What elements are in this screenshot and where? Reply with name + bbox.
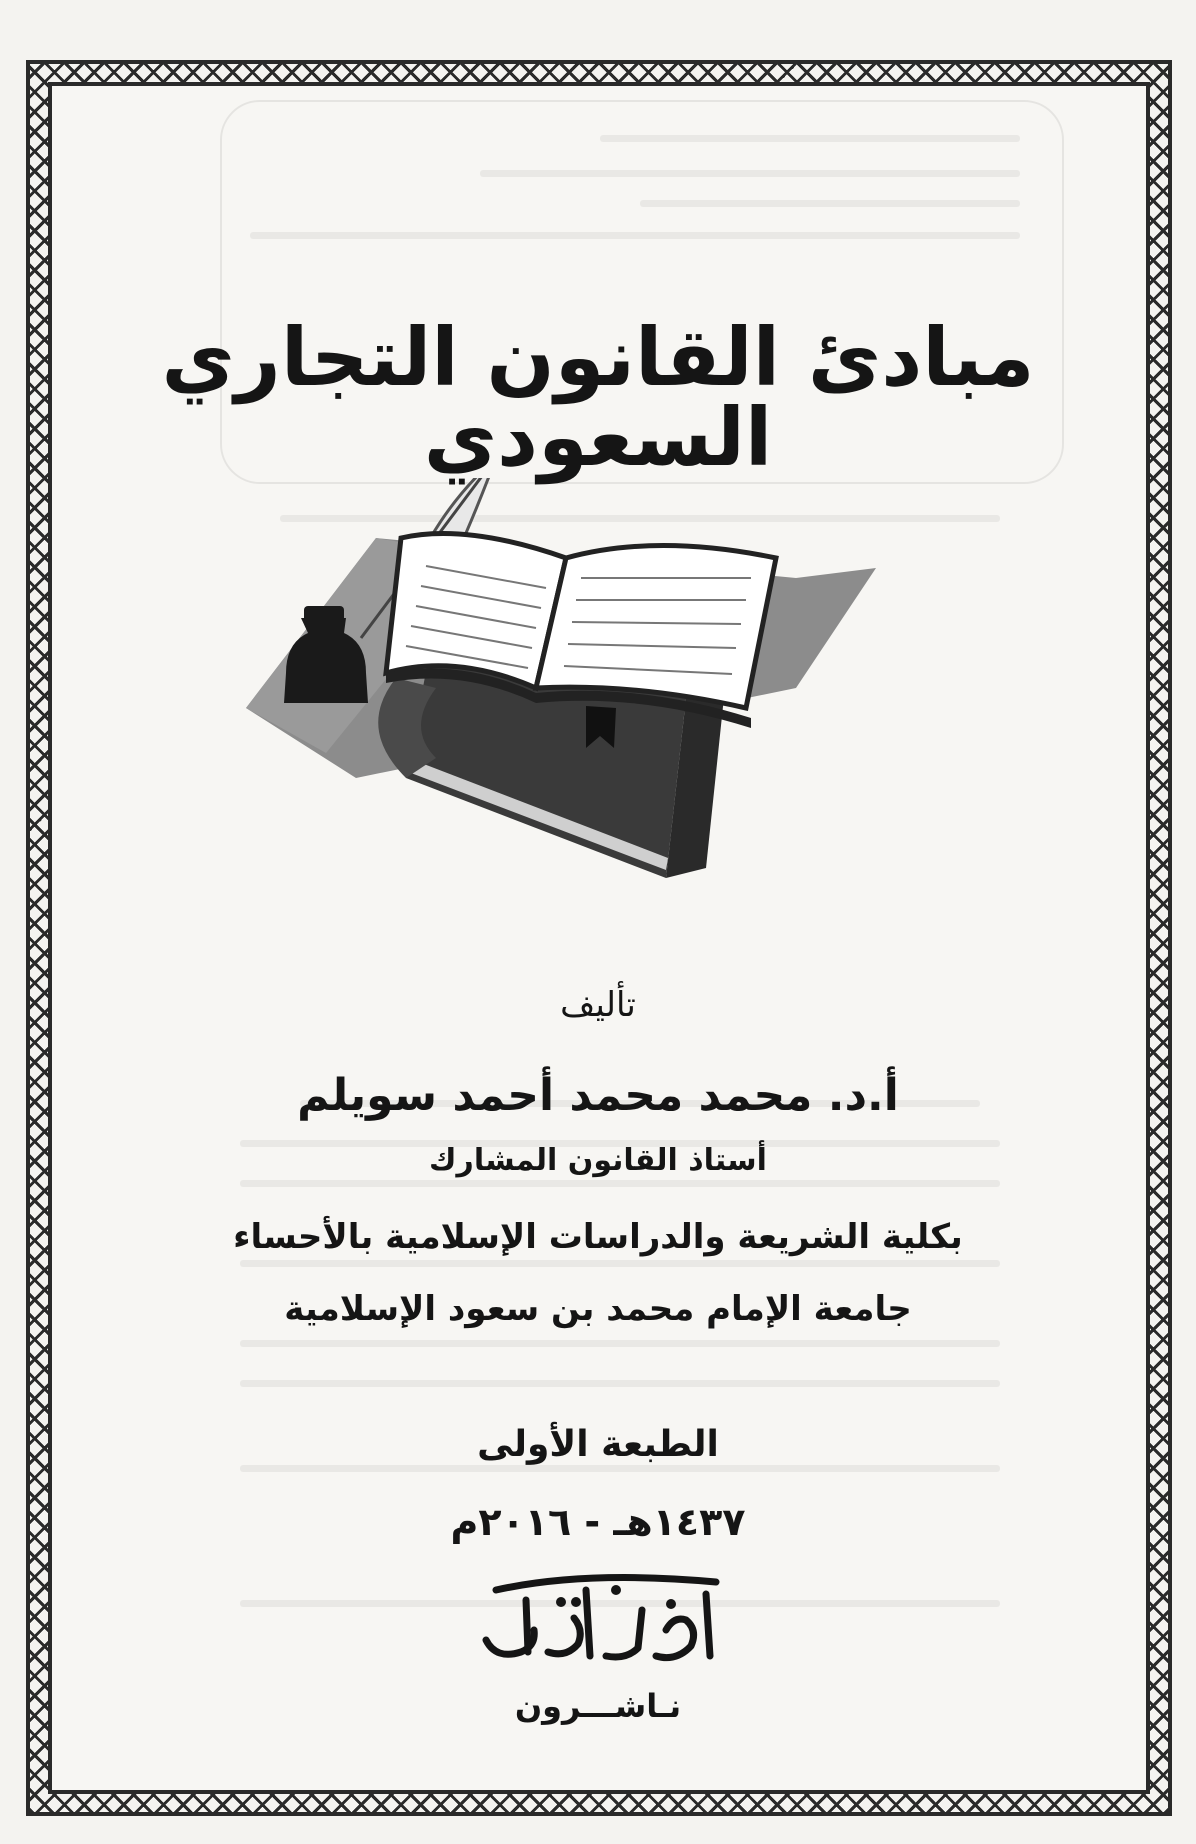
bleed-through-line: [240, 1380, 1000, 1387]
author-university: جامعة الإمام محمد بن سعود الإسلامية: [284, 1289, 912, 1329]
bleed-through-line: [240, 1465, 1000, 1472]
bleed-through-line: [240, 1340, 1000, 1347]
bleed-through-line: [240, 1260, 1000, 1267]
author-position: أستاذ القانون المشارك: [429, 1143, 767, 1178]
bleed-through-line: [240, 1180, 1000, 1187]
books-quill-inkwell-icon: [236, 478, 916, 878]
bleed-through-line: [250, 232, 1020, 239]
by-label: تأليف: [560, 985, 636, 1025]
bleed-through-line: [480, 170, 1020, 177]
edition-label: الطبعة الأولى: [477, 1424, 719, 1465]
publisher-label: نـاشـــرون: [514, 1687, 682, 1725]
author-name: أ.د. محمد محمد أحمد سويلم: [297, 1070, 899, 1121]
publication-date: ١٤٣٧هـ - ٢٠١٦م: [450, 1500, 746, 1544]
publisher-logo: [466, 1560, 736, 1676]
author-college: بكلية الشريعة والدراسات الإسلامية بالأحساء: [233, 1217, 963, 1257]
bleed-through-line: [600, 135, 1020, 142]
book-title: مبادئ القانون التجاري السعودي: [161, 311, 1035, 484]
bleed-through-line: [640, 200, 1020, 207]
